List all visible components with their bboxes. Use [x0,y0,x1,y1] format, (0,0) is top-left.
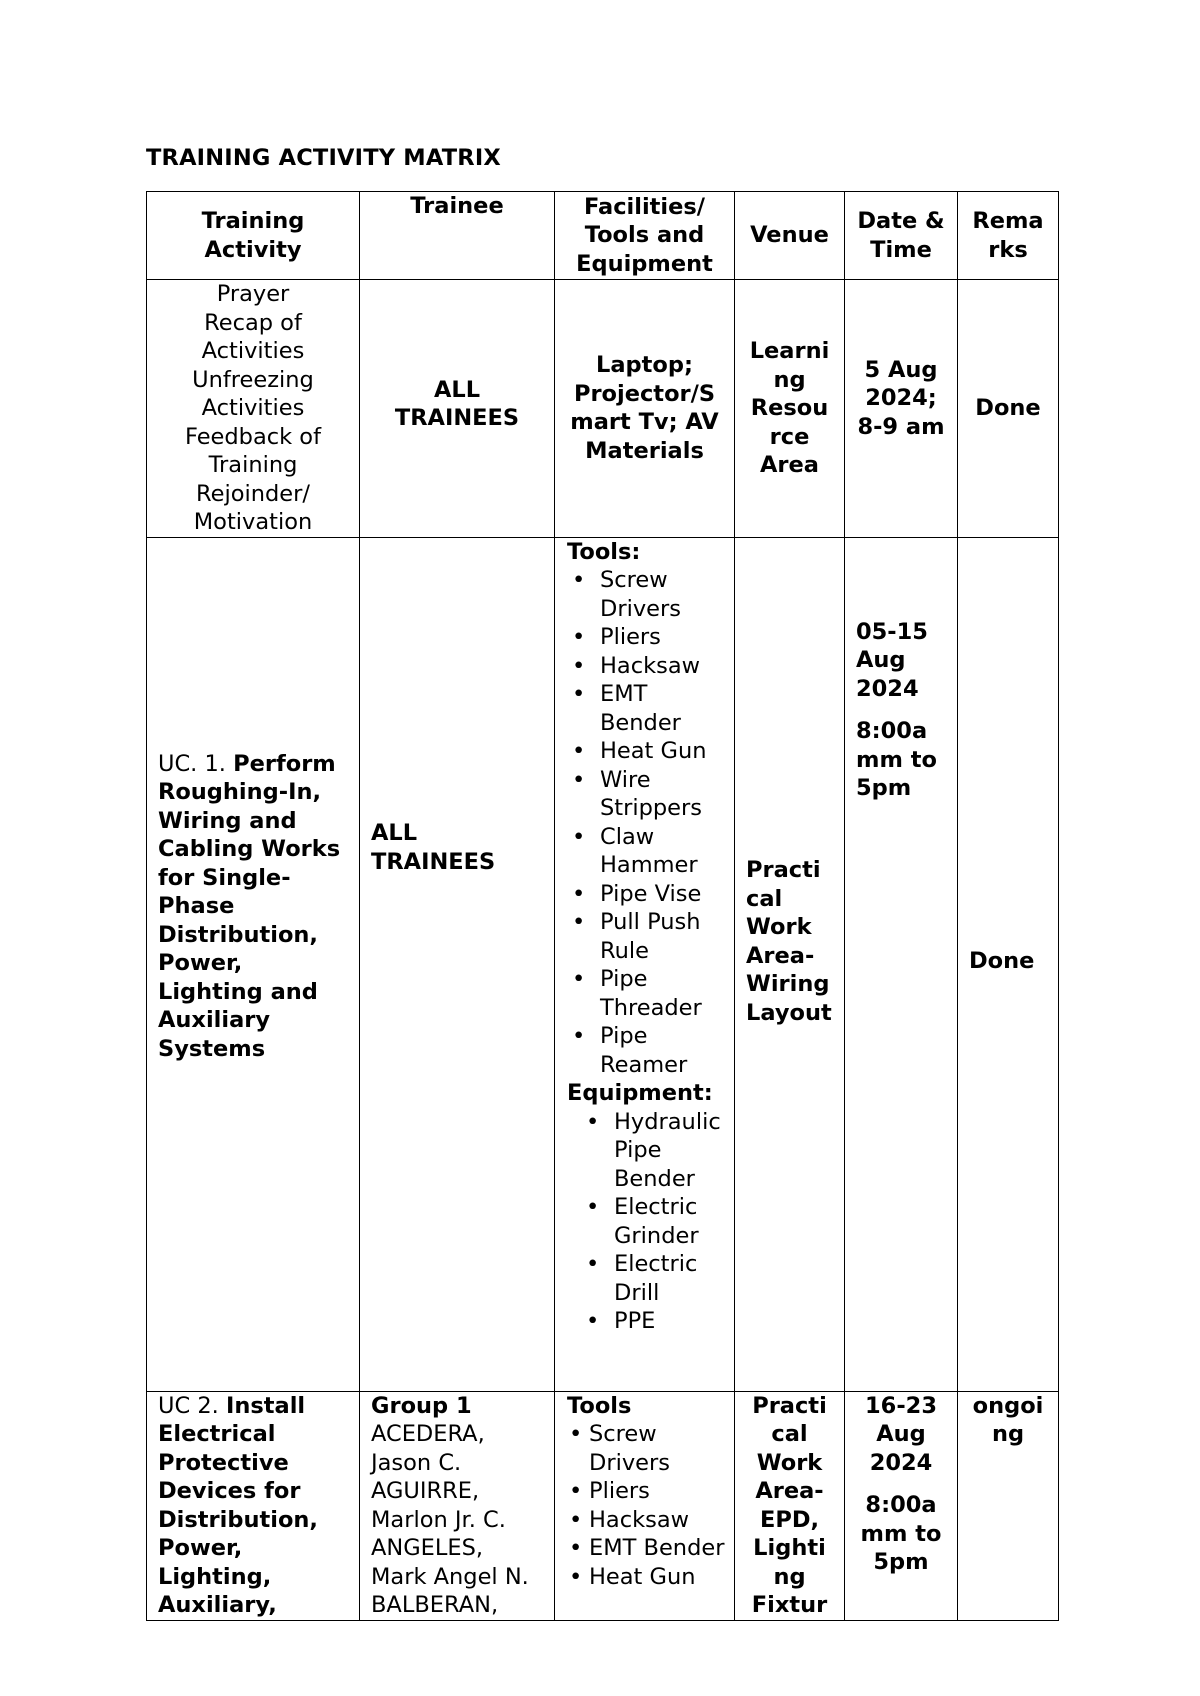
list-item: • Screw Drivers [589,1420,730,1477]
trainee-label: ALL TRAINEES [371,820,496,875]
venue-text: Practical Work Area-Wiring Layout [746,857,832,1026]
unit-code: UC 2. [158,1392,219,1419]
list-item: • Electric Grinder [614,1193,730,1250]
remarks-cell: Done [958,280,1059,538]
list-item: • Pipe Threader [600,965,730,1022]
list-item: • Claw Hammer [600,823,730,880]
datetime-cell [845,537,958,1391]
header-remarks: Remarks [958,192,1059,280]
facilities-cell [555,1391,735,1620]
activity-line: Feedback of Training [185,423,321,478]
list-item: • Electric Drill [614,1250,730,1307]
activity-line: Unfreezing Activities [192,366,314,421]
datetime-text: 5 Aug 2024; 8-9 am [857,356,945,440]
unit-title: Perform Roughing-In, Wiring and Cabling Works for Single-Phase Distribution, Power, Lighting and Auxiliary Systems [158,750,341,1062]
table-row [147,280,1059,538]
trainee-name: ANGELES, Mark Angel N. [371,1535,529,1590]
header-training-activity: Training Activity [147,192,360,280]
facilities-cell: Laptop; Projector/Smart Tv; AV Materials [555,280,735,538]
trainee-name: AGUIRRE, Marlon Jr. C. [371,1478,506,1533]
list-item: • Hacksaw [589,1506,730,1535]
table-header-row [147,192,1059,280]
header-facilities: Facilities/ Tools and Equipment [555,192,735,280]
activity-cell [147,1391,360,1620]
date-text: 05-15 Aug 2024 [856,618,928,702]
activity-cell [147,280,360,538]
header-date-time: Date & Time [845,192,958,280]
tools-list [567,1420,730,1591]
unit-title: Install Electrical Protective Devices for Distribution, Power, Lighting, Auxiliary, [158,1392,318,1618]
activity-cell [147,537,360,1391]
time-text: 8:00amm to 5pm [860,1492,942,1575]
remarks-text: Done [969,948,1035,975]
list-item: • PPE [614,1307,730,1336]
trainee-cell [360,280,555,538]
trainee-label: ALL TRAINEES [394,376,520,432]
time-text: 8:00amm to 5pm [856,718,937,801]
equipment-heading: Equipment: [567,1080,713,1106]
unit-code: UC. 1. [158,750,226,777]
datetime-cell [845,280,958,538]
list-item: • Screw Drivers [600,566,730,623]
list-item: • Pipe Reamer [600,1022,730,1079]
list-item: • Pipe Vise [600,880,730,909]
equipment-list [567,1108,730,1336]
list-item: • Hacksaw [600,652,730,681]
venue-cell [735,537,845,1391]
trainee-name: ACEDERA, Jason C. [371,1421,485,1476]
facilities-cell [555,537,735,1391]
list-item: • Pliers [600,623,730,652]
tools-heading: Tools [567,1392,632,1419]
activity-line: Recap of Activities [201,309,305,364]
activity-line: Prayer [216,281,290,307]
list-item: • Wire Strippers [600,766,730,823]
venue-cell: Practical Work Area-EPD, Lighting Fixtur [735,1391,845,1620]
header-venue: Venue [735,192,845,280]
list-item: • Heat Gun [589,1563,730,1592]
table-row [147,537,1059,1391]
trainee-name: BALBERAN, [371,1592,499,1618]
date-text: 16-23 Aug 2024 [865,1392,937,1476]
training-activity-table [146,191,1059,1621]
tools-list [567,566,730,1079]
list-item: • Hydraulic Pipe Bender [614,1108,730,1194]
list-item: • Pliers [589,1477,730,1506]
list-item: • EMT Bender [589,1534,730,1563]
datetime-cell [845,1391,958,1620]
trainee-cell [360,537,555,1391]
document-title: TRAINING ACTIVITY MATRIX [146,145,501,171]
remarks-cell: ongoing [958,1391,1059,1620]
remarks-cell [958,537,1059,1391]
list-item: • Heat Gun [600,737,730,766]
activity-line: Rejoinder/ Motivation [193,480,313,535]
list-item: • Pull Push Rule [600,908,730,965]
list-item: • EMT Bender [600,680,730,737]
trainee-cell [360,1391,555,1620]
venue-cell: Learning Resource Area [735,280,845,538]
header-trainee: Trainee [360,192,555,280]
table-row [147,1391,1059,1620]
group-label: Group 1 [371,1392,472,1419]
tools-heading: Tools: [567,538,641,565]
